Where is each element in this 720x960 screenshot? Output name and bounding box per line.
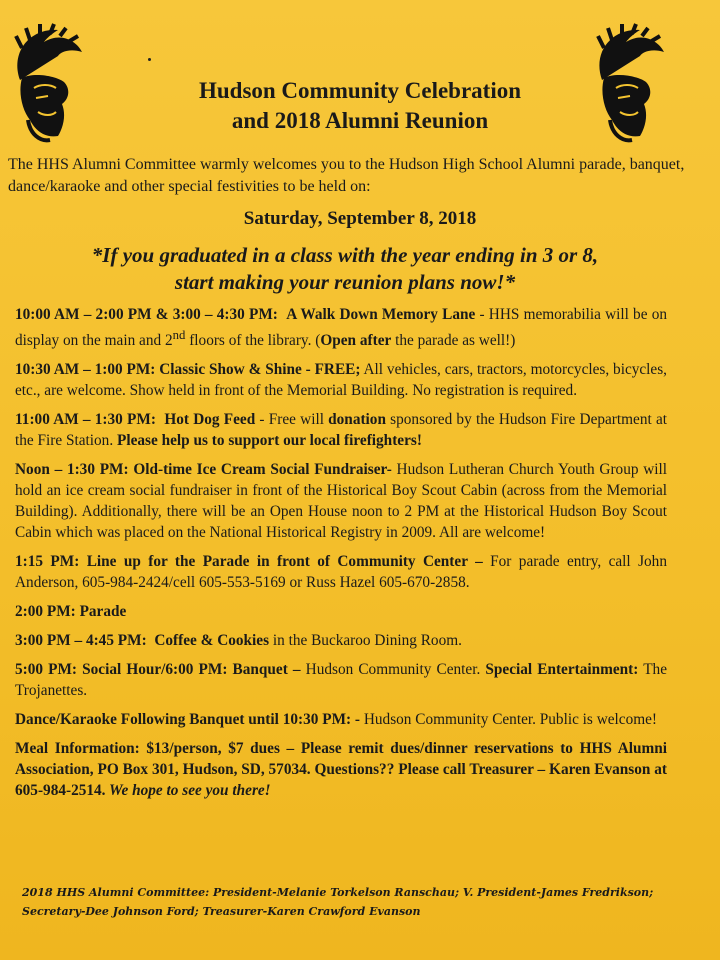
item-title: A Walk Down Memory Lane (286, 306, 476, 323)
schedule-item-hot-dog-feed (15, 409, 667, 451)
item-sup: nd (172, 328, 186, 342)
closing-line: We hope to see you there! (105, 782, 271, 800)
schedule-item-banquet (15, 659, 667, 701)
item-desc: in the Buckaroo Dining Room. (269, 632, 462, 650)
item-time: 3:00 PM – 4:45 PM: (15, 632, 147, 650)
item-desc: Hudson Community Center. (300, 661, 486, 679)
item-title: Old-time Ice Cream Social Fundraiser- (133, 461, 392, 479)
schedule-item-parade (15, 601, 667, 622)
schedule-item-coffee-cookies (15, 630, 667, 651)
note-line-1: *If you graduated in a class with the year ending in 3 or 8, (91, 243, 599, 267)
item-emphasis: donation (328, 411, 386, 429)
item-desc: - Free will (255, 411, 329, 429)
item-title: Dance/Karaoke Following Banquet until 10:30 PM: - (15, 711, 361, 729)
item-title: 5:00 PM: Social Hour/6:00 PM: Banquet – (15, 661, 301, 679)
item-desc: the parade as well!) (391, 332, 516, 350)
schedule-item-show-shine (15, 359, 667, 401)
item-desc: For parade entry, call John Anderson, 605-984-2424/cell 605-553-5169 or Russ Hazel 605-670-2858. (15, 553, 667, 592)
item-desc: Hudson Lutheran Church Youth Group will hold an ice cream social fundraiser in front of the Historical Boy Scout Cabin (across from the Memorial Building). Additionally, there will be an Open House noon to 2 PM at the Historical Hudson Boy Scout Cabin which was placed on the National Historical Registry in 2009. All are welcome! (15, 461, 668, 542)
item-emphasis: Open after (320, 332, 392, 350)
item-title: 1:15 PM: Line up for the Parade in front of Community Center – (15, 553, 483, 571)
schedule-item-ice-cream-social (15, 459, 667, 543)
committee-list: 2018 HHS Alumni Committee: President-Melanie Torkelson Ranschau; V. President-James Fredrikson; Secretary-Dee Johnson Ford; Treasurer-Karen Crawford Evanson (22, 886, 654, 918)
meal-information (15, 738, 667, 801)
item-title: Meal Information: $13/person, $7 dues – Please remit dues/dinner reservations to HHS Alumni Association, PO Box 301, Hudson, SD, 57034. Questions?? Please call Treasurer – Karen Evanson at 605-984-2514. (15, 740, 667, 800)
item-time: 11:00 AM – 1:30 PM: (15, 411, 156, 429)
schedule-list (15, 304, 667, 809)
item-emphasis: Please help us to support our local firefighters! (116, 432, 422, 450)
item-desc: floors of the library. ( (185, 332, 321, 350)
item-emphasis: Special Entertainment: (485, 661, 639, 679)
reunion-note (0, 242, 690, 296)
event-date: Saturday, September 8, 2018 (243, 208, 477, 229)
title-line-2: and 2018 Alumni Reunion (231, 108, 489, 133)
item-time: Noon – 1:30 PM: (15, 461, 129, 479)
item-title: Coffee & Cookies (154, 632, 270, 650)
paper-speck (148, 58, 151, 61)
note-line-2: start making your reunion plans now!* (174, 270, 516, 294)
item-desc: Hudson Community Center. Public is welcome! (360, 711, 658, 729)
item-title: Hot Dog Feed (164, 411, 256, 429)
item-desc: All vehicles, cars, tractors, motorcycles, bicycles, etc., are welcome. Show held in front of the Memorial Building. No registration is required. (15, 361, 668, 400)
item-time: 10:30 AM – 1:00 PM: (15, 361, 156, 379)
trojan-logo-right-icon (582, 22, 672, 144)
item-time: 10:00 AM – 2:00 PM & 3:00 – 4:30 PM: (15, 306, 278, 323)
item-desc: sponsored by the Hudson Fire Department at the Fire Station. (15, 411, 667, 450)
schedule-item-memory-lane (15, 304, 667, 351)
title-line-1: Hudson Community Celebration (198, 78, 522, 103)
intro-paragraph: The HHS Alumni Committee warmly welcomes you to the Hudson High School Alumni parade, banquet, dance/karaoke and other special festivities to be held on: (8, 156, 685, 195)
item-desc: - HHS memorabilia will be on display on the main and 2 (15, 306, 667, 350)
item-title: Classic Show & Shine - FREE; (159, 361, 361, 379)
schedule-item-parade-lineup (15, 551, 667, 593)
item-desc: The Trojanettes. (15, 661, 667, 700)
schedule-item-dance-karaoke (15, 709, 667, 730)
item-title: 2:00 PM: Parade (15, 603, 127, 621)
